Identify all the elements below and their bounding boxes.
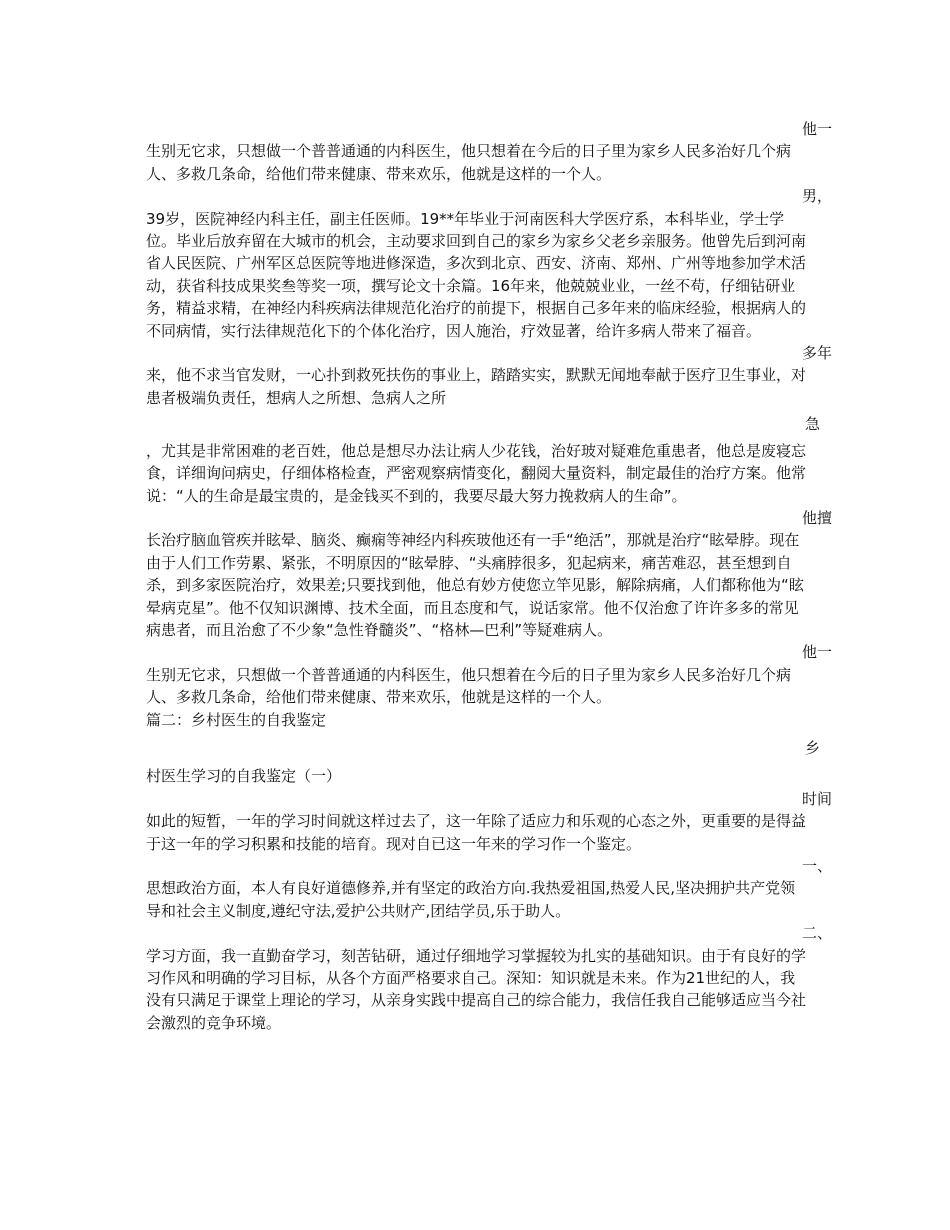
paragraph-body: 学习方面，我一直勤奋学习，刻苦钻研，通过仔细地学习掌握较为扎实的基础知识。由于有良好的学习作风和明确的学习目标，从各个方面严格要求自己。深知：知识就是未来。作为21世纪的人，我没有只满足于课堂上理论的学习，从亲身实践中提高自己的综合能力，我信任我自己能够适应当今社会激烈的竞争环境。 — [146, 946, 807, 1032]
paragraph-body: 长治疗脑血管疾并眩晕、脑炎、癫痫等神经内科疾玻他还有一手“绝活”，那就是治疗“眩晕脖。现在由于人们工作劳累、紧张，不明原因的“眩晕脖、“头痛脖很多，犯起病来，痛苦难忍，甚至想到自杀，到多家医院治疗，效果差;只要找到他，他总有妙方使您立竿见影，解除病痛，人们都称他为“眩晕病克星”。他不仅知识渊博、技术全面，而且态度和气，说话家常。他不仅治愈了许许多多的常见病患者，而且治愈了不少象“急性脊髓炎”、“格林—巴利”等疑难病人。 — [146, 531, 804, 639]
paragraph-lead: 急 — [804, 415, 820, 434]
paragraph-lead: 一、 — [801, 857, 832, 875]
paragraph-body: 村医生学习的自我鉴定（一） — [146, 767, 342, 786]
paragraph-lead: 他擅 — [801, 508, 832, 527]
paragraph-lead: 他一 — [801, 643, 832, 662]
paragraph-lead: 多年 — [801, 344, 832, 363]
paragraph-lead: 他一 — [801, 120, 832, 138]
paragraph-body: 思想政治方面，本人有良好道德修养,并有坚定的政治方向.我热爱祖国,热爱人民,坚决拥护共产党领导和社会主义制度,遵纪守法,爱护公共财产,团结学员,乐于助人。 — [146, 879, 796, 920]
paragraph-lead: 男， — [801, 187, 832, 206]
paragraph-lead: 乡 — [804, 738, 820, 757]
section-heading: 篇二：乡村医生的自我鉴定 — [146, 710, 327, 729]
paragraph-lead: 二、 — [801, 924, 832, 943]
document-page — [146, 118, 832, 1034]
paragraph-body: 如此的短暂，一年的学习时间就这样过去了，这一年除了适应力和乐观的心态之外，更重要的是得益于这一年的学习积累和技能的培育。现对自已这一年来的学习作一个鉴定。 — [146, 812, 807, 853]
paragraph-body: 生别无它求，只想做一个普普通通的内科医生，他只想着在今后的日子里为家乡人民多治好几个病人、多救几条命，给他们带来健康、带来欢乐，他就是这样的一个人。 — [146, 142, 792, 183]
paragraph-body: ，尤其是非常困难的老百姓，他总是想尽办法让病人少花钱，治好玻对疑难危重患者，他总是废寝忘食，详细询问病史，仔细体格检查，严密观察病情变化，翻阅大量资料，制定最佳的治疗方案。他常说：“人的生命是最宝贵的，是金钱买不到的，我要尽最大努力挽救病人的生命”。 — [146, 441, 807, 505]
paragraph-body: 来，他不求当官发财，一心扑到救死扶伤的事业上，踏踏实实，默默无闻地奉献于医疗卫生事业，对患者极端负责任，想病人之所想、急病人之所 — [146, 366, 807, 407]
paragraph-body: 生别无它求，只想做一个普普通通的内科医生，他只想着在今后的日子里为家乡人民多治好几个病人、多救几条命，给他们带来健康、带来欢乐，他就是这样的一个人。 — [146, 665, 792, 707]
paragraph-lead: 时间 — [801, 789, 832, 808]
paragraph-body: 39岁，医院神经内科主任，副主任医师。19**年毕业于河南医科大学医疗系，本科毕业，学士学位。毕业后放弃留在大城市的机会，主动要求回到自己的家乡为家乡父老乡亲服务。他曾先后到河南省人民医院、广州军区总医院等地进修深造，多次到北京、西安、济南、郑州、广州等地参加学术活动，获省科技成果奖叁等奖一项，撰写论文十余篇。16年来，他兢兢业业，一丝不苟，仔细钻研业务，精益求精，在神经内科疾病法律规范化治疗的前提下，根据自己多年来的临床经验，根据病人的不同病情，实行法律规范化下的个体化治疗，因人施治，疗效显著，给许多病人带来了福音。 — [146, 209, 807, 340]
